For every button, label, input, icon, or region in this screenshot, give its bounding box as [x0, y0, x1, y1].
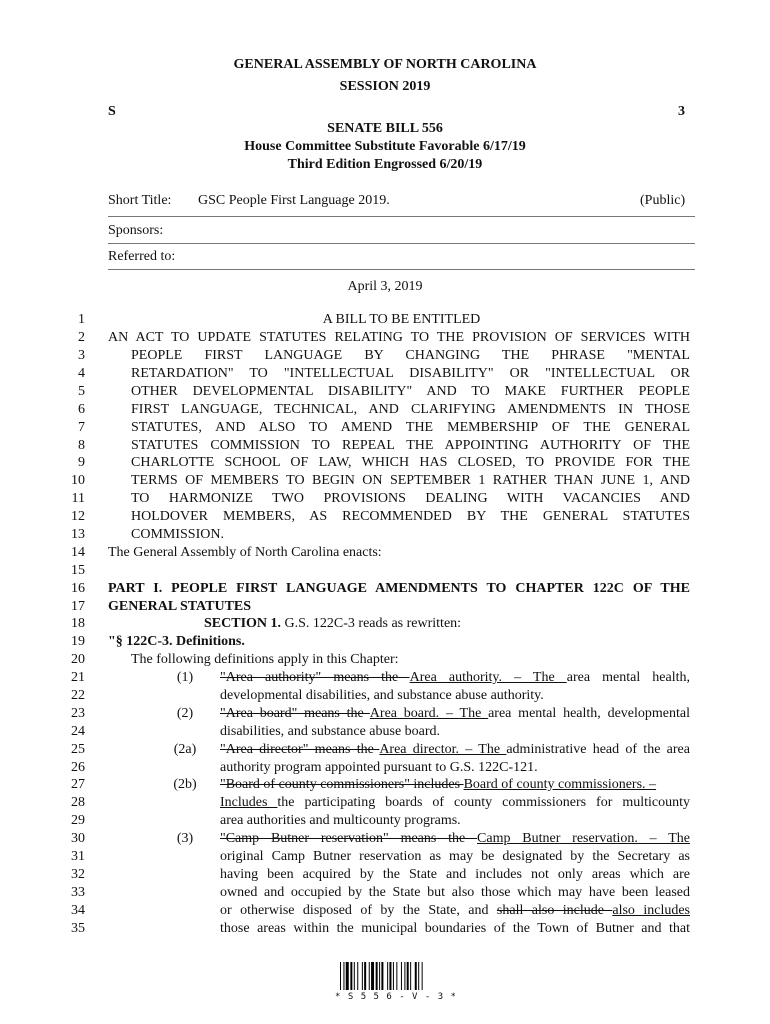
- line-number: 22: [71, 688, 85, 703]
- deleted-text: "Area authority" means the: [220, 670, 410, 685]
- line-number: 34: [71, 903, 85, 918]
- line-number: 14: [71, 545, 85, 560]
- definition-text: owned and occupied by the State but also those which may have been leased: [220, 885, 690, 900]
- item-number: (2): [176, 706, 194, 721]
- line-number: 12: [71, 509, 85, 524]
- act-title-line: FIRST LANGUAGE, TECHNICAL, AND CLARIFYING AMENDMENTS IN THOSE: [131, 402, 690, 417]
- deleted-text: "Board of county commissioners" includes: [220, 777, 464, 792]
- item-number: (3): [176, 831, 194, 846]
- line-number: 21: [71, 670, 85, 685]
- line-number: 20: [71, 652, 85, 667]
- statute-heading: "§ 122C-3. Definitions.: [108, 634, 245, 649]
- definition-text: [220, 903, 690, 919]
- act-title-line: HOLDOVER MEMBERS, AS RECOMMENDED BY THE GENERAL STATUTES: [131, 509, 690, 524]
- act-title-line: COMMISSION.: [131, 527, 224, 542]
- definitions-intro: The following definitions apply in this Chapter:: [131, 652, 399, 667]
- sponsors-label: Sponsors:: [108, 223, 164, 238]
- divider: [108, 243, 695, 244]
- barcode: [340, 962, 452, 990]
- line-number: 32: [71, 867, 85, 882]
- deleted-text: "Camp Butner reservation" means the: [220, 831, 478, 846]
- line-number: 9: [78, 455, 85, 470]
- definition-text: disabilities, and substance abuse board.: [220, 724, 441, 739]
- line-number: 1: [78, 312, 85, 327]
- line-number: 28: [71, 795, 85, 810]
- section-number: SECTION 1.: [204, 616, 282, 631]
- bill-entitled: A BILL TO BE ENTITLED: [322, 312, 481, 327]
- deleted-text: shall also include: [496, 903, 613, 918]
- barcode-label: * S 5 5 6 - V - 3 *: [335, 992, 457, 1002]
- line-number: 24: [71, 724, 85, 739]
- line-number: 11: [71, 491, 85, 506]
- inserted-text: Board of county commissioners. –: [463, 777, 657, 792]
- line-number: 3: [78, 348, 85, 363]
- act-title-line: PEOPLE FIRST LANGUAGE BY CHANGING THE PHRASE "MENTAL: [131, 348, 690, 363]
- inserted-text: Area authority. – The: [409, 670, 567, 685]
- item-text: area mental health,: [566, 670, 690, 685]
- chamber-letter: S: [108, 104, 116, 119]
- line-number: 18: [71, 616, 85, 631]
- inserted-text: Area board. – The: [369, 706, 489, 721]
- deleted-text: "Area director" means the: [220, 742, 380, 757]
- item-number: (2a): [173, 742, 197, 757]
- act-title-line: TERMS OF MEMBERS TO BEGIN ON SEPTEMBER 1 RATHER THAN JUNE 1, AND: [131, 473, 690, 488]
- line-number: 27: [71, 777, 85, 792]
- item-text: or otherwise disposed of by the State, and: [220, 903, 497, 918]
- assembly-title: GENERAL ASSEMBLY OF NORTH CAROLINA: [233, 57, 537, 72]
- definition-text: authority program appointed pursuant to G.S. 122C-121.: [220, 760, 538, 775]
- edition-number: 3: [678, 104, 685, 119]
- line-number: 6: [78, 402, 85, 417]
- inserted-text: Camp Butner reservation. – The: [477, 831, 690, 846]
- line-number: 19: [71, 634, 85, 649]
- act-title-line: STATUTES COMMISSION TO REPEAL THE APPOINTING AUTHORITY OF THE: [131, 438, 690, 453]
- section-text: G.S. 122C-3 reads as rewritten:: [281, 616, 462, 631]
- short-title-label: Short Title:: [108, 193, 172, 208]
- line-number: 35: [71, 921, 85, 936]
- deleted-text: "Area board" means the: [220, 706, 370, 721]
- line-number: 16: [71, 581, 85, 596]
- act-title-line: AN ACT TO UPDATE STATUTES RELATING TO THE PROVISION OF SERVICES WITH: [108, 330, 690, 345]
- act-title-line: RETARDATION" TO "INTELLECTUAL DISABILITY" OR "INTELLECTUAL OR: [131, 366, 690, 381]
- definition-text: [220, 795, 690, 811]
- short-title: GSC People First Language 2019.: [198, 193, 390, 208]
- line-number: 2: [78, 330, 85, 345]
- line-number: 26: [71, 760, 85, 775]
- line-number: 29: [71, 813, 85, 828]
- substitute-line: House Committee Substitute Favorable 6/17/19: [244, 139, 526, 154]
- line-number: 4: [78, 366, 85, 381]
- item-number: (1): [176, 670, 194, 685]
- edition-line: Third Edition Engrossed 6/20/19: [287, 157, 483, 172]
- line-number: 8: [78, 438, 85, 453]
- line-number: 31: [71, 849, 85, 864]
- line-number: 10: [71, 473, 85, 488]
- item-text: area mental health, developmental: [488, 706, 690, 721]
- divider: [108, 216, 695, 217]
- definition-text: developmental disabilities, and substance abuse authority.: [220, 688, 544, 703]
- line-number: 30: [71, 831, 85, 846]
- act-title-line: CHARLOTTE SCHOOL OF LAW, WHICH HAS CLOSED, TO PROVIDE FOR THE: [131, 455, 690, 470]
- session-title: SESSION 2019: [339, 79, 431, 94]
- part-heading: PART I. PEOPLE FIRST LANGUAGE AMENDMENTS TO CHAPTER 122C OF THE: [108, 581, 690, 596]
- line-number: 13: [71, 527, 85, 542]
- line-number: 17: [71, 599, 85, 614]
- line-number: 25: [71, 742, 85, 757]
- public-label: (Public): [640, 193, 686, 208]
- inserted-text: Includes: [220, 795, 278, 810]
- item-number: (2b): [173, 777, 197, 792]
- line-number: 5: [78, 384, 85, 399]
- inserted-text: Area director. – The: [379, 742, 507, 757]
- enacting-clause: The General Assembly of North Carolina enacts:: [108, 545, 382, 560]
- line-number: 7: [78, 420, 85, 435]
- inserted-text: also includes: [612, 903, 690, 918]
- line-number: 33: [71, 885, 85, 900]
- section-line: [204, 616, 770, 632]
- act-title-line: OTHER DEVELOPMENTAL DISABILITY" AND TO MAKE FURTHER PEOPLE: [131, 384, 690, 399]
- act-title-line: TO HARMONIZE TWO PROVISIONS DEALING WITH VACANCIES AND: [131, 491, 690, 506]
- act-title-line: STATUTES, AND ALSO TO AMEND THE MEMBERSHIP OF THE GENERAL: [131, 420, 690, 435]
- item-text: the participating boards of county commissioners for multicounty: [277, 795, 690, 810]
- divider: [108, 269, 695, 270]
- referred-label: Referred to:: [108, 249, 176, 264]
- item-text: administrative head of the area: [506, 742, 690, 757]
- definition-text: those areas within the municipal boundaries of the Town of Butner and that: [220, 921, 690, 936]
- date-line: April 3, 2019: [347, 279, 423, 294]
- line-number: 15: [71, 563, 85, 578]
- line-number: 23: [71, 706, 85, 721]
- definition-text: area authorities and multicounty programs.: [220, 813, 461, 828]
- part-heading: GENERAL STATUTES: [108, 599, 252, 614]
- bill-title: SENATE BILL 556: [327, 121, 443, 136]
- definition-text: having been acquired by the State and includes not only areas which are: [220, 867, 690, 882]
- definition-text: original Camp Butner reservation as may be designated by the Secretary as: [220, 849, 690, 864]
